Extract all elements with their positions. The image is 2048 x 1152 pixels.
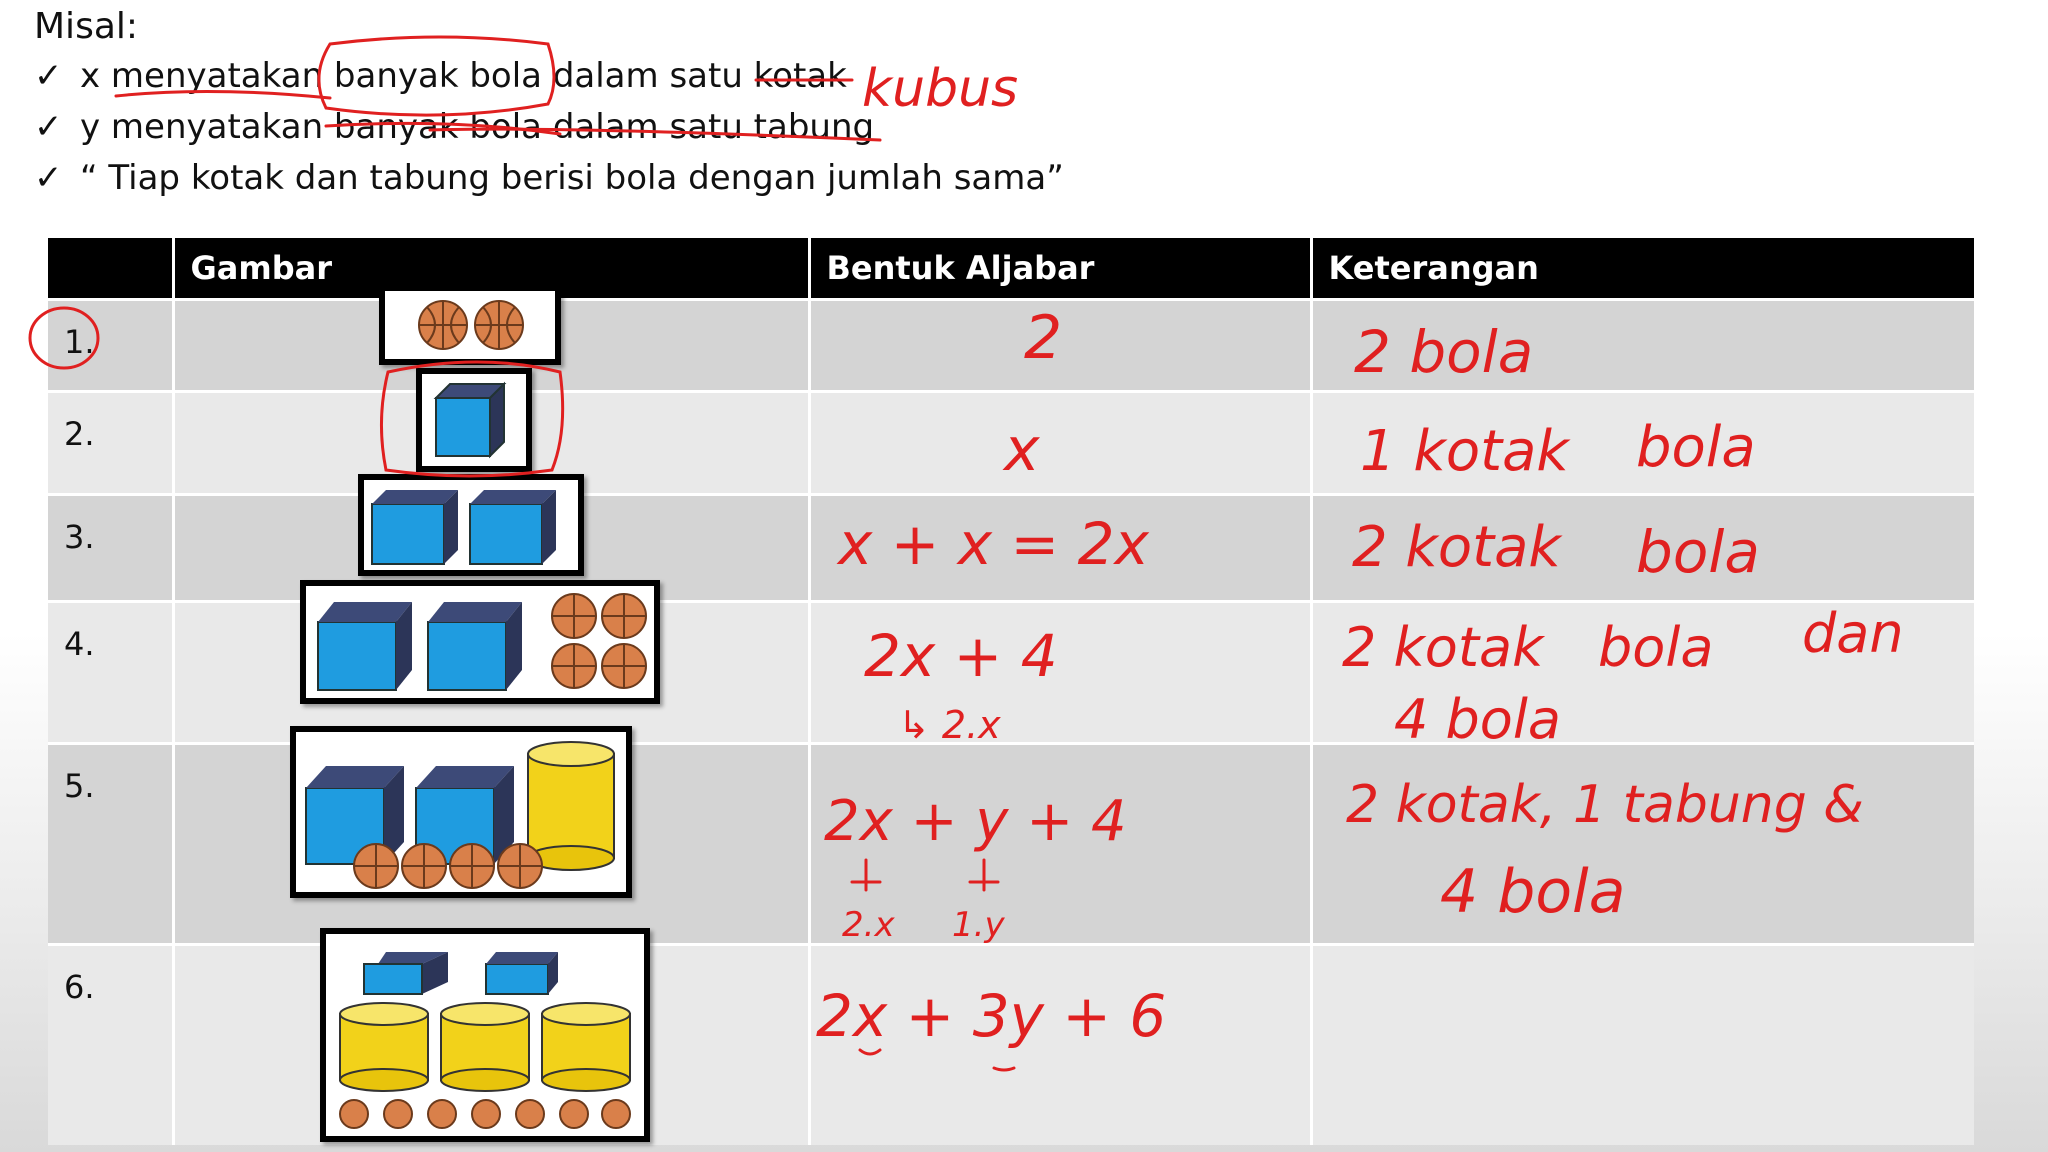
aljabar-row6: 2x + 3y + 6 bbox=[816, 982, 1167, 1050]
table-row bbox=[48, 392, 1974, 495]
table-header-row bbox=[48, 238, 1974, 300]
picture-one-cube bbox=[416, 368, 532, 472]
cubes-illustration bbox=[364, 480, 578, 570]
keterangan-row4-a: 2 kotak bbox=[1342, 616, 1544, 679]
header-number bbox=[48, 238, 173, 300]
keterangan-cell bbox=[1311, 945, 1974, 1145]
picture-row-six bbox=[320, 928, 650, 1142]
cubes-cylinder-balls-illustration bbox=[296, 732, 626, 892]
keterangan-row4-c: dan bbox=[1802, 602, 1904, 665]
row-number: 4. bbox=[48, 602, 173, 744]
keterangan-row2-b: bola bbox=[1636, 415, 1756, 480]
keterangan-row5-a: 2 kotak, 1 tabung & bbox=[1346, 775, 1864, 835]
basketball-icon bbox=[419, 301, 467, 349]
row-number: 3. bbox=[48, 495, 173, 602]
row-number: 1. bbox=[48, 300, 173, 392]
row-number: 2. bbox=[48, 392, 173, 495]
check-icon: ✓ bbox=[34, 158, 63, 198]
check-icon: ✓ bbox=[34, 56, 63, 96]
keterangan-cell bbox=[1311, 744, 1974, 945]
aljabar-row1: 2 bbox=[1024, 303, 1063, 373]
check-icon: ✓ bbox=[34, 107, 63, 147]
aljabar-row2: x bbox=[1004, 415, 1040, 485]
aljabar-cell bbox=[809, 945, 1311, 1145]
keterangan-cell bbox=[1311, 300, 1974, 392]
row-number: 5. bbox=[48, 744, 173, 945]
basketball-icon bbox=[475, 301, 523, 349]
bullet-rule: ✓ “ Tiap kotak dan tabung berisi bola dengan jumlah sama” bbox=[34, 158, 1064, 198]
aljabar-row5-note-x: 2.x bbox=[842, 905, 895, 945]
picture-cubes-cylinder-balls bbox=[290, 726, 632, 898]
balls-illustration bbox=[385, 291, 555, 359]
cube-illustration bbox=[422, 374, 526, 466]
row-six-illustration bbox=[326, 934, 644, 1136]
aljabar-cell bbox=[809, 392, 1311, 495]
table-row bbox=[48, 300, 1974, 392]
aljabar-row4: 2x + 4 bbox=[864, 622, 1058, 690]
cylinder-icon bbox=[528, 742, 614, 870]
misal-label: Misal: bbox=[34, 6, 139, 47]
aljabar-cell bbox=[809, 744, 1311, 945]
keterangan-row3-b: bola bbox=[1636, 518, 1760, 586]
keterangan-cell bbox=[1311, 392, 1974, 495]
header-gambar: Gambar bbox=[173, 238, 809, 300]
keterangan-row1: 2 bola bbox=[1354, 318, 1534, 386]
header-keterangan: Keterangan bbox=[1311, 238, 1974, 300]
row-number: 6. bbox=[48, 945, 173, 1145]
cubes-balls-illustration bbox=[306, 586, 654, 698]
keterangan-row5-b: 4 bola bbox=[1440, 857, 1626, 927]
picture-two-balls bbox=[379, 285, 561, 365]
aljabar-row3: x + x = 2x bbox=[838, 510, 1149, 578]
keterangan-row4-d: 4 bola bbox=[1394, 688, 1561, 751]
keterangan-cell bbox=[1311, 495, 1974, 602]
kubus-note: kubus bbox=[862, 59, 1019, 119]
aljabar-row5: 2x + y + 4 bbox=[824, 789, 1127, 854]
aljabar-cell bbox=[809, 495, 1311, 602]
keterangan-cell bbox=[1311, 602, 1974, 744]
bullet-y-definition: ✓y menyatakan banyak bola dalam satu tabung bbox=[34, 107, 875, 147]
aljabar-cell bbox=[809, 602, 1311, 744]
aljabar-row4-note: ↳ 2.x bbox=[898, 703, 1001, 747]
keterangan-row2-a: 1 kotak bbox=[1360, 419, 1569, 484]
bullet-x-definition: ✓ x menyatakan banyak bola dalam satu kotak bbox=[34, 56, 847, 96]
picture-two-cubes-four-balls bbox=[300, 580, 660, 704]
header-bentuk-aljabar: Bentuk Aljabar bbox=[809, 238, 1311, 300]
keterangan-row4-b: bola bbox=[1598, 616, 1714, 679]
keterangan-row3-a: 2 kotak bbox=[1352, 515, 1561, 580]
aljabar-cell bbox=[809, 300, 1311, 392]
picture-two-cubes bbox=[358, 474, 584, 576]
aljabar-row5-note-y: 1.y bbox=[952, 905, 1005, 945]
